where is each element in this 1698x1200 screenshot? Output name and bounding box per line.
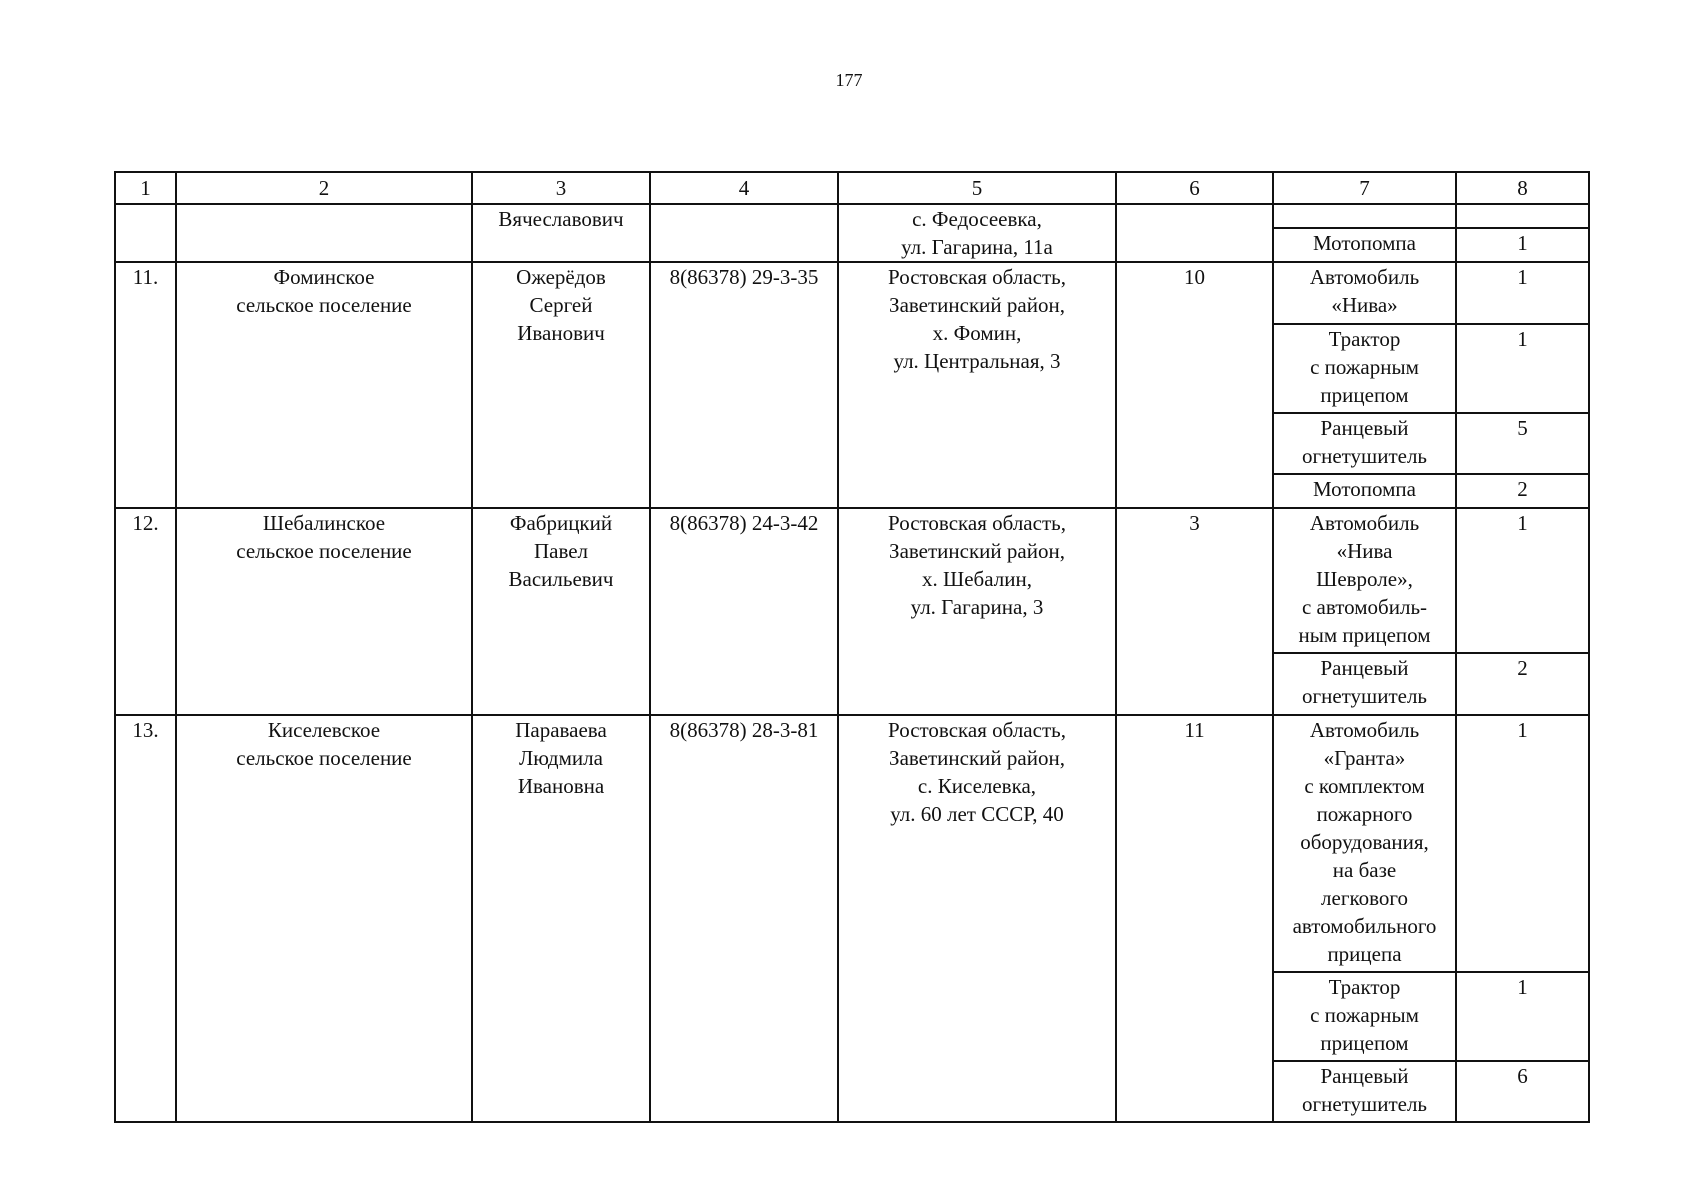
table-row	[115, 508, 1589, 653]
settlement-cell	[176, 204, 472, 262]
settlement-cell: Шебалинское сельское поселение	[176, 508, 472, 715]
count-cell: 3	[1116, 508, 1273, 715]
address-cell: Ростовская область, Заветинский район, х. Шебалин, ул. Гагарина, 3	[838, 508, 1116, 715]
count-cell: 10	[1116, 262, 1273, 508]
settlement-cell: Фоминское сельское поселение	[176, 262, 472, 508]
equipment-qty: 1	[1456, 715, 1589, 972]
equipment-qty: 6	[1456, 1061, 1589, 1122]
equipment-name: Ранцевый огнетушитель	[1273, 1061, 1456, 1122]
num-cell: 11.	[115, 262, 176, 508]
phone-cell: 8(86378) 28-3-81	[650, 715, 838, 1122]
count-cell	[1116, 204, 1273, 262]
head-cell: Ожерёдов Сергей Иванович	[472, 262, 650, 508]
address-cell: Ростовская область, Заветинский район, х. Фомин, ул. Центральная, 3	[838, 262, 1116, 508]
equipment-qty	[1456, 204, 1589, 228]
head-cell: Фабрицкий Павел Васильевич	[472, 508, 650, 715]
equipment-name: Ранцевый огнетушитель	[1273, 653, 1456, 715]
phone-cell	[650, 204, 838, 262]
count-cell: 11	[1116, 715, 1273, 1122]
address-cell: с. Федосеевка, ул. Гагарина, 11а	[838, 204, 1116, 262]
equipment-table	[114, 171, 1590, 1123]
header-cell: 8	[1456, 172, 1589, 204]
header-cell: 3	[472, 172, 650, 204]
contact-cell: Вячеславович	[472, 204, 650, 262]
head-cell: Параваева Людмила Ивановна	[472, 715, 650, 1122]
num-cell: 12.	[115, 508, 176, 715]
equipment-name: Мотопомпа	[1273, 474, 1456, 508]
equipment-name: Трактор с пожарным прицепом	[1273, 324, 1456, 413]
equipment-qty: 1	[1456, 972, 1589, 1061]
phone-cell: 8(86378) 24-3-42	[650, 508, 838, 715]
header-cell: 1	[115, 172, 176, 204]
table-row-continuation	[115, 204, 1589, 228]
equipment-name: Автомобиль «Нива»	[1273, 262, 1456, 324]
equipment-qty: 1	[1456, 228, 1589, 262]
equipment-qty: 5	[1456, 413, 1589, 474]
address-cell: Ростовская область, Заветинский район, с. Киселевка, ул. 60 лет СССР, 40	[838, 715, 1116, 1122]
settlement-cell: Киселевское сельское поселение	[176, 715, 472, 1122]
equipment-qty: 2	[1456, 474, 1589, 508]
header-cell: 6	[1116, 172, 1273, 204]
header-row	[115, 172, 1589, 204]
phone-cell: 8(86378) 29-3-35	[650, 262, 838, 508]
equipment-qty: 1	[1456, 324, 1589, 413]
equipment-qty: 2	[1456, 653, 1589, 715]
equipment-name	[1273, 204, 1456, 228]
table-row	[115, 262, 1589, 324]
num-cell: 13.	[115, 715, 176, 1122]
equipment-name: Мотопомпа	[1273, 228, 1456, 262]
equipment-qty: 1	[1456, 262, 1589, 324]
equipment-qty: 1	[1456, 508, 1589, 653]
equipment-name: Автомобиль «Гранта» с комплектом пожарного оборудования, на базе легкового автомобильного прицепа	[1273, 715, 1456, 972]
equipment-name: Автомобиль «Нива Шевроле», с автомобиль- ным прицепом	[1273, 508, 1456, 653]
page-number: 177	[835, 70, 863, 90]
equipment-name: Трактор с пожарным прицепом	[1273, 972, 1456, 1061]
header-cell: 7	[1273, 172, 1456, 204]
header-cell: 2	[176, 172, 472, 204]
header-cell: 5	[838, 172, 1116, 204]
equipment-name: Ранцевый огнетушитель	[1273, 413, 1456, 474]
table-row	[115, 715, 1589, 972]
header-cell: 4	[650, 172, 838, 204]
num-cell	[115, 204, 176, 262]
